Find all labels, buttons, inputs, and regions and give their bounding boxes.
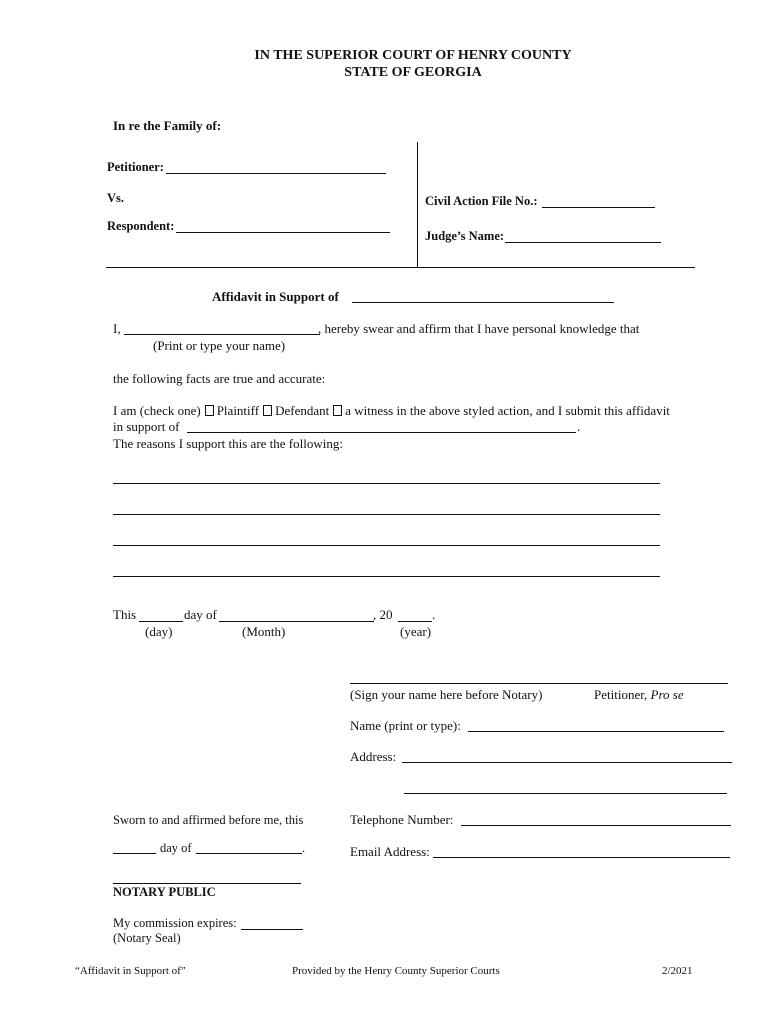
affiant-name-field[interactable] — [124, 334, 320, 335]
i-am-label: I am (check one) — [113, 403, 201, 418]
reason-line-1[interactable] — [113, 483, 660, 484]
in-support-period: . — [577, 419, 581, 434]
affidavit-subject-field[interactable] — [352, 302, 614, 303]
notary-day-of-label: day of — [160, 841, 192, 855]
this-label: This — [113, 607, 137, 622]
notary-period: . — [302, 841, 306, 855]
commission-field[interactable] — [241, 929, 303, 930]
name-label: Name (print or type): — [350, 718, 461, 733]
in-support-of-field[interactable] — [187, 432, 576, 433]
notary-month-field[interactable] — [196, 853, 302, 854]
sign-hint: (Sign your name here before Notary) — [350, 687, 543, 702]
day-hint: (day) — [145, 624, 173, 639]
witness-checkbox[interactable] — [333, 405, 342, 416]
address-label: Address: — [350, 749, 397, 764]
petitioner-pro-se — [594, 687, 684, 703]
vs-label: Vs. — [107, 191, 125, 205]
in-re-label: In re the Family of: — [113, 118, 222, 133]
respondent-label: Respondent: — [107, 219, 175, 233]
telephone-label: Telephone Number: — [350, 812, 454, 827]
name-field[interactable] — [468, 731, 724, 732]
swear-text: , hereby swear and affirm that I have personal knowledge that — [318, 321, 640, 336]
facts-line: the following facts are true and accurate: — [113, 371, 326, 386]
i-prefix: I, — [113, 321, 121, 336]
email-field[interactable] — [433, 857, 730, 858]
plaintiff-checkbox[interactable] — [205, 405, 214, 416]
reason-line-3[interactable] — [113, 545, 660, 546]
signature-line[interactable] — [350, 683, 728, 684]
respondent-field[interactable] — [176, 232, 390, 233]
caption-divider — [417, 142, 418, 267]
notary-day-field[interactable] — [113, 853, 156, 854]
in-support-of-label: in support of — [113, 419, 180, 434]
civil-action-field[interactable] — [542, 207, 655, 208]
caption-bottom-rule — [106, 267, 695, 268]
state-title: STATE OF GEORGIA — [344, 65, 482, 80]
witness-label: a witness in the above styled action, and I submit this affidavit — [345, 403, 670, 418]
petitioner-field[interactable] — [166, 173, 386, 174]
print-name-hint: (Print or type your name) — [153, 338, 286, 353]
year-prefix: , 20 — [373, 607, 393, 622]
telephone-field[interactable] — [461, 825, 731, 826]
day-of-label: day of — [184, 607, 217, 622]
notary-public-label: NOTARY PUBLIC — [113, 885, 216, 899]
petitioner-word: Petitioner, — [594, 687, 648, 702]
month-field[interactable] — [219, 621, 374, 622]
year-field[interactable] — [398, 621, 432, 622]
notary-seal-label: (Notary Seal) — [113, 931, 181, 945]
reason-line-2[interactable] — [113, 514, 660, 515]
date-period: . — [432, 607, 436, 622]
affidavit-title: Affidavit in Support of — [212, 289, 339, 304]
commission-label: My commission expires: — [113, 916, 237, 930]
footer-center: Provided by the Henry County Superior Courts — [292, 965, 500, 977]
email-label: Email Address: — [350, 844, 430, 859]
footer-right: 2/2021 — [662, 965, 693, 977]
defendant-checkbox[interactable] — [263, 405, 272, 416]
plaintiff-label: Plaintiff — [216, 403, 260, 418]
footer-left: “Affidavit in Support of” — [75, 965, 186, 977]
defendant-label: Defendant — [275, 403, 330, 418]
notary-signature-line[interactable] — [113, 883, 301, 884]
address-field-1[interactable] — [402, 762, 732, 763]
year-hint: (year) — [400, 624, 432, 639]
sworn-text: Sworn to and affirmed before me, this — [113, 813, 304, 827]
court-title: IN THE SUPERIOR COURT OF HENRY COUNTY — [254, 48, 572, 63]
judge-name-field[interactable] — [505, 242, 661, 243]
civil-action-label: Civil Action File No.: — [425, 194, 538, 208]
pro-se-text: Pro se — [650, 687, 684, 702]
reasons-label: The reasons I support this are the following: — [113, 436, 343, 451]
day-field[interactable] — [139, 621, 183, 622]
judge-name-label: Judge’s Name: — [425, 229, 505, 243]
check-one-line — [113, 403, 670, 419]
reason-line-4[interactable] — [113, 576, 660, 577]
address-field-2[interactable] — [404, 793, 727, 794]
month-hint: (Month) — [242, 624, 286, 639]
petitioner-label: Petitioner: — [107, 160, 164, 174]
